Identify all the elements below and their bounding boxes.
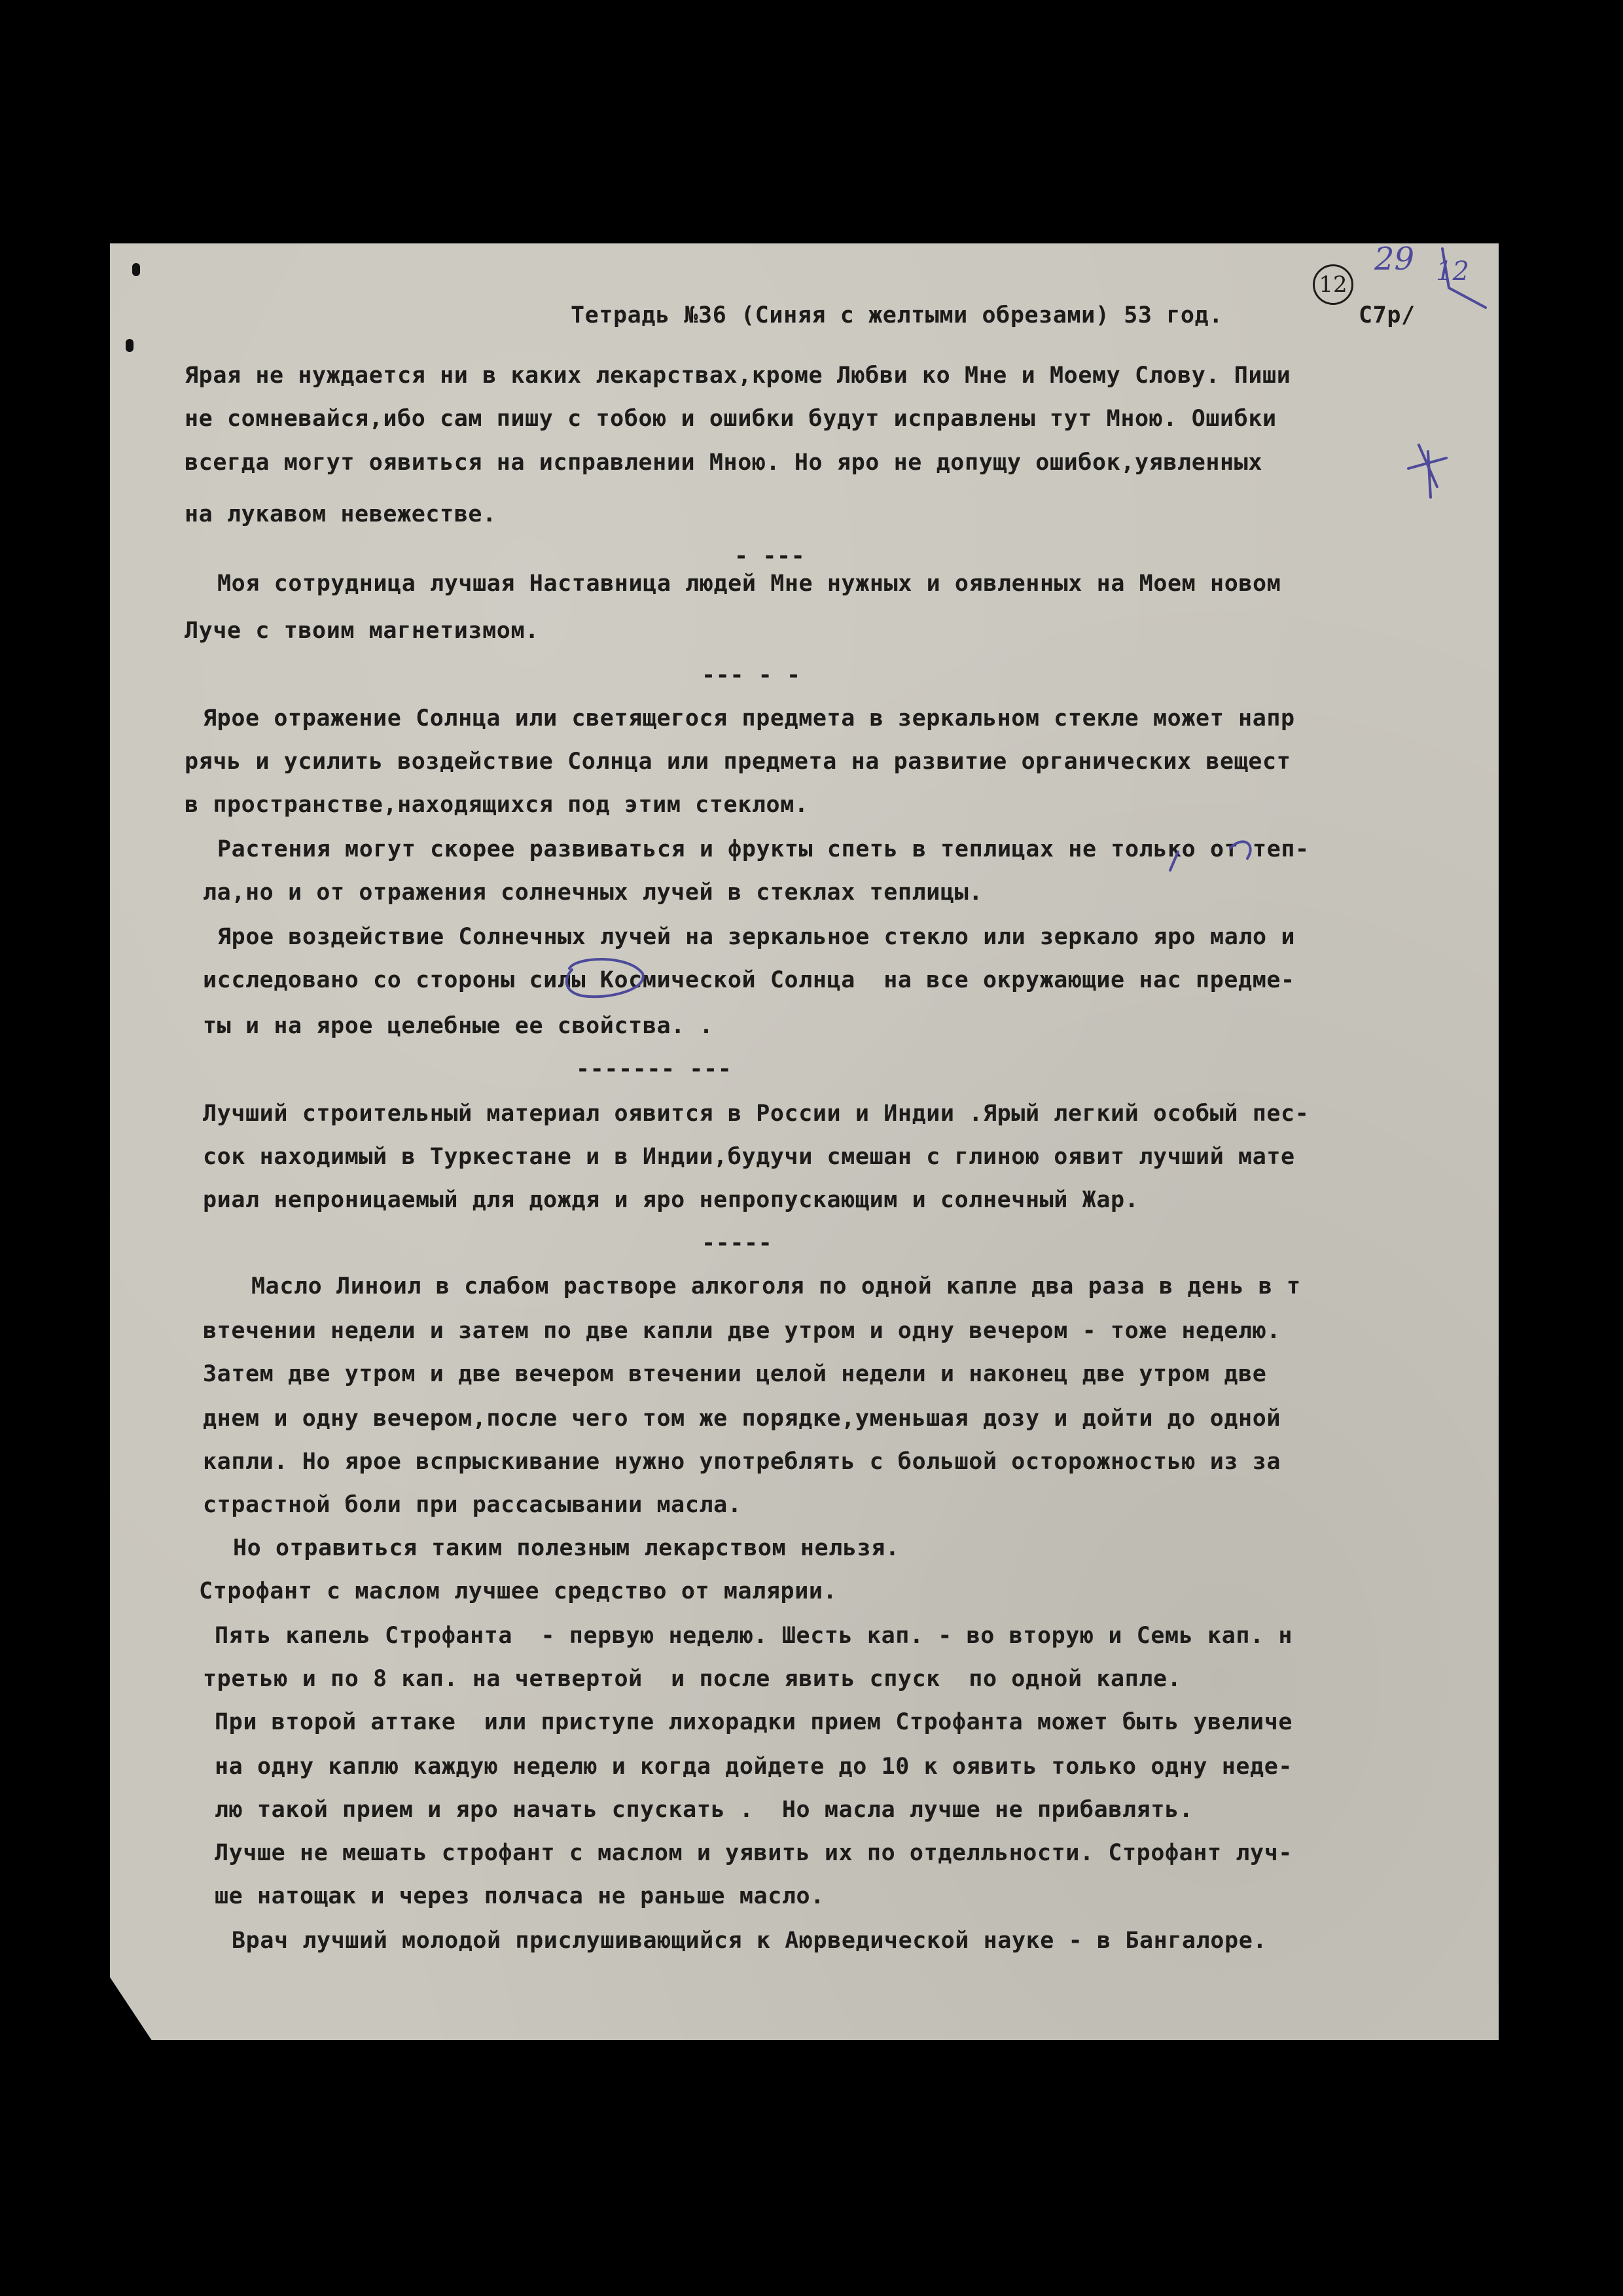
text-line: Масло Линоил в слабом растворе алкоголя по одной капле два раза в день в т: [251, 1273, 1301, 1299]
text-line: Затем две утром и две вечером втечении целой недели и наконец две утром две: [203, 1361, 1267, 1387]
text-line: исследовано со стороны силы Космической Солнца на все окружающие нас предме-: [203, 967, 1295, 993]
text-line: Ярая не нуждается ни в каких лекарствах,кроме Любви ко Мне и Моему Слову. Пиши: [185, 362, 1291, 389]
text-line: сок находимый в Туркестане и в Индии,будучи смешан с глиною оявит лучший мате: [203, 1144, 1295, 1170]
separator: ------- ---: [576, 1056, 732, 1082]
separator: -----: [702, 1230, 773, 1256]
text-line: При второй аттаке или приступе лихорадки прием Строфанта может быть увеличе: [215, 1709, 1293, 1735]
text-line: всегда могут оявиться на исправлении Мною. Но яро не допущу ошибок,уявленных: [185, 450, 1263, 476]
circled-page-number: [1313, 264, 1353, 305]
text-line: ла,но и от отражения солнечных лучей в стеклах теплицы.: [203, 879, 983, 906]
text-line: риал непроницаемый для дождя и яро непропускающим и солнечный Жар.: [203, 1187, 1139, 1213]
text-line: днем и одну вечером,после чего том же порядке,уменьшая дозу и дойти до одной: [203, 1405, 1281, 1432]
text-line: Моя сотрудница лучшая Наставница людей Мне нужных и оявленных на Моем новом: [217, 571, 1281, 597]
text-line: Луче с твоим магнетизмом.: [185, 618, 539, 644]
text-line: Строфант с маслом лучшее средство от малярии.: [199, 1578, 838, 1604]
text-line: на лукавом невежестве.: [185, 501, 497, 527]
text-line: Врач лучший молодой прислушивающийся к Аюрведической науке - в Бангалоре.: [232, 1928, 1268, 1954]
text-line: Растения могут скорее развиваться и фрукты спеть в теплицах не только от теп-: [217, 836, 1310, 862]
text-line: рячь и усилить воздействие Солнца или предмета на развитие органических вещест: [185, 749, 1291, 775]
text-line: Лучше не мешать строфант с маслом и уявить их по отделльности. Строфант луч-: [215, 1840, 1293, 1866]
text-line: капли. Но ярое вспрыскивание нужно употреблять с большой осторожностью из за: [203, 1449, 1281, 1475]
text-line: Пять капель Строфанта - первую неделю. Шесть кап. - во вторую и Семь кап. н: [215, 1623, 1293, 1649]
document-code: С7р/: [1359, 302, 1416, 328]
text-line: на одну каплю каждую неделю и когда дойдете до 10 к оявить только одну неде-: [215, 1754, 1293, 1780]
page-title: Тетрадь №36 (Синяя с желтыми обрезами) 53 год.: [571, 302, 1223, 328]
text-line: не сомневайся,ибо сам пишу с тобою и ошибки будут исправлены тут Мною. Ошибки: [185, 406, 1277, 432]
text-line: Лучший строительный материал оявится в России и Индии .Ярый легкий особый пес-: [203, 1101, 1310, 1127]
text-line: третью и по 8 кап. на четвертой и после явить спуск по одной капле.: [203, 1666, 1182, 1692]
punch-hole-bottom: [126, 339, 134, 352]
punch-hole-top: [132, 263, 140, 276]
text-line: ше натощак и через полчаса не раньше масло.: [215, 1883, 825, 1909]
text-line: Ярое отражение Солнца или светящегося предмета в зеркальном стекле может напр: [203, 705, 1295, 732]
separator: --- - -: [702, 662, 801, 688]
text-line: в пространстве,находящихся под этим стеклом.: [185, 792, 809, 818]
circled-page-number-label: 12: [1319, 272, 1347, 298]
text-line: ты и на ярое целебные ее свойства. .: [203, 1013, 714, 1039]
text-line: втечении недели и затем по две капли две утром и одну вечером - тоже неделю.: [203, 1318, 1281, 1344]
text-line: Но отравиться таким полезным лекарством нельзя.: [233, 1535, 900, 1561]
text-line: лю такой прием и яро начать спускать . Но масла лучше не прибавлять.: [215, 1797, 1194, 1823]
text-line: страстной боли при рассасывании масла.: [203, 1492, 742, 1518]
text-line: Ярое воздействие Солнечных лучей на зеркальное стекло или зеркало яро мало и: [217, 924, 1296, 950]
separator: - ---: [734, 543, 806, 569]
archive-number: 29: [1374, 241, 1415, 277]
corner-mark: 12: [1436, 256, 1469, 287]
